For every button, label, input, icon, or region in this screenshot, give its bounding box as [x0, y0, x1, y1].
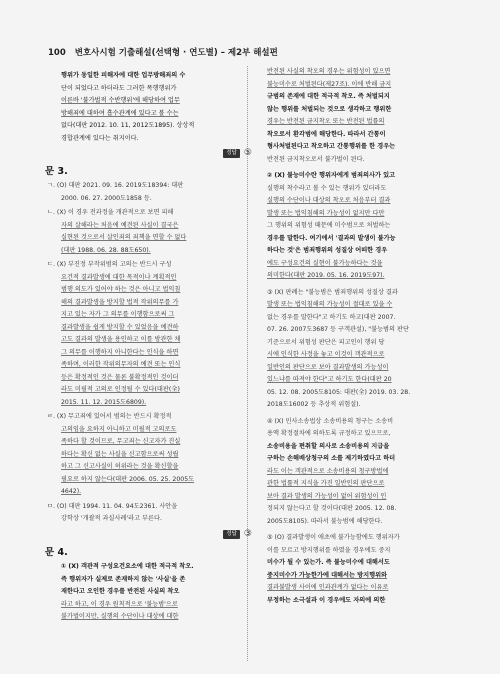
intro-paragraph: [47, 70, 252, 145]
text-line: 고의임을 요하지 아니하고 미필적 고의로도: [61, 425, 177, 433]
text-line: 관한 법률적 지식을 가진 일반인의 판단으로: [267, 480, 385, 487]
text-line: 일반인의 판단으로 보아 결과발생의 가능성이: [267, 363, 389, 371]
text-line: ③ (X) 판례는 "불능범은 범죄행위의 성질상 결과: [267, 288, 398, 296]
text-line: 자의 살해라는 처음에 예견된 사실이 결국은: [61, 221, 179, 229]
text-line: 경우를 말한다. 여기에서 '결과의 발생이 불가능: [267, 234, 396, 242]
text-line: 용액 확정절차에 의하도록 규정하고 있으므로,: [267, 430, 391, 437]
text-line: 강학상 '개괄적 과실사례'라고 부른다.: [61, 515, 162, 523]
text-line: 않는 행위를 처벌되는 것으로 생각하고 행위한: [267, 105, 392, 113]
question-3-option: [47, 259, 252, 409]
answer-tag: 정답: [223, 149, 240, 158]
text-line: 그 의무를 이행하지 아니한다는 인식을 하면: [61, 348, 179, 356]
answer-badge: [47, 147, 252, 160]
question-4-item-1: [47, 561, 252, 624]
text-line: 하다는 확신 없는 사실을 신고함으로써 성립: [61, 450, 179, 458]
text-line: 라고 하고, 이 경우 원칙적으로 '불능범'으로: [61, 600, 178, 608]
text-line: 범행 의도가 있어야 하는 것은 아니고 법익침: [61, 286, 181, 294]
text-line: 실행의 착수라고 볼 수 있는 행위가 있더라도: [267, 184, 387, 192]
text-line: 에도 구성요건의 실현이 불가능하다는 것을: [267, 259, 383, 267]
running-title: 변호사시험 기출해설(선택형 · 연도별) – 제2부 해설편: [74, 48, 278, 58]
text-line: (대판 1988. 06. 28. 88도650).: [61, 246, 151, 254]
text-line: 재한다고 오인한 경우를 반전된 사실의 착오: [61, 588, 180, 595]
page-header: [48, 46, 470, 60]
text-line: 기준으로서 위험성 판단은 피고인이 행위 당: [267, 338, 385, 346]
text-line: ④ (X) 민사소송법상 소송비용의 청구는 소송비: [267, 417, 394, 425]
text-line: 미수가 될 수 있는가. 즉 불능미수에 대해서도: [267, 559, 390, 566]
text-line: 결과발생을 쉽게 방지할 수 있었음을 예견하: [61, 323, 179, 331]
text-line: 소송비용을 편취할 의사로 소송비용의 지급을: [267, 442, 390, 450]
text-line: 즉 행위자가 실제로 존재하지 않는 '사실'을 존: [61, 575, 186, 583]
text-line: 07. 26. 2007도3687 등 구객관설), "불능범의 판단: [267, 326, 409, 333]
text-line: 2015. 11. 12. 2015도6809).: [61, 398, 147, 406]
answer-item-4: [253, 416, 461, 529]
answer-item-3: [253, 287, 461, 412]
text-line: 이른바 '불가벌적 수반행위'에 해당하여 업무: [61, 97, 180, 104]
answer-tag: 정답: [223, 530, 240, 539]
answer-value: ③: [243, 528, 252, 539]
question-3-title: 문 3.: [45, 165, 68, 177]
text-line: ㄴ. (X) 이 경우 전과정을 개관적으로 보면 피해: [47, 209, 174, 217]
text-line: 부정하는 소극설과 이 경우에도 자의에 의한: [267, 596, 386, 604]
text-line: 구하는 손해배상청구의 소를 제기하였다고 하더: [267, 455, 396, 462]
question-3-items: [47, 180, 252, 526]
text-line: 등은 확정적인 것은 물론 불확정적인 것이더: [61, 373, 179, 381]
text-line: 족하다 할 것이므로, 무고죄는 신고자가 진실: [61, 438, 181, 446]
question-3-option: [47, 180, 252, 205]
text-line: 경합관계에 있다는 취지이다.: [61, 134, 139, 142]
answer-value: ⑤: [243, 148, 252, 158]
text-line: 고도 결과의 발생을 용인하고 이를 방관한 채: [61, 336, 181, 344]
text-line: 실행의 수단이나 대상의 착오로 처음부터 결과: [267, 197, 391, 204]
text-line: 필요로 하지 않는다(대판 2006. 05. 25. 2005도: [61, 475, 195, 483]
text-line: 반전된 금지착오로서 불가벌이 된다.: [267, 155, 365, 163]
text-line: 경우는 반전된 금지착오 또는 반전된 법률의: [267, 118, 385, 125]
text-line: ㅁ. (O) 대판 1994. 11. 04. 94도2361. 사안을: [47, 502, 178, 510]
page-number: 100: [48, 48, 66, 58]
text-line: ㄷ. (X) 부진정 부작위범의 고의는 반드시 구성: [47, 261, 172, 269]
text-line: 라도 미필적 고의로 인정될 수 있다(대판(全): [61, 386, 180, 394]
text-line: 불가벌이지만, 실행의 수단이나 대상에 대한: [61, 613, 179, 620]
question-3-option: [47, 207, 252, 257]
text-line: 형사처벌된다고 착오하고 간통행위를 한 경우는: [267, 143, 396, 150]
text-line: 발생 또는 법익침해의 가능성이 절대로 있을 수: [267, 301, 393, 308]
text-line: 정되지 않는다고 할 것이다(대판 2005. 12. 08.: [267, 505, 397, 512]
text-line: ⑤ (O) 결과발생이 애초에 불가능함에도 행위자가: [267, 534, 400, 541]
text-line: 요건적 결과발생에 대한 목적이나 계획적인: [61, 273, 177, 281]
text-line: 착오로서 환각범에 해당한다. 따라서 간통이: [267, 130, 386, 138]
text-line: 중지미수가 가능한가에 대해서는 방지행위와: [267, 571, 388, 579]
continued-paragraph: [253, 66, 461, 166]
text-line: 방해죄에 대하여 흡수관계에 있다고 볼 수는: [61, 109, 179, 117]
text-line: 2005도8105). 따라서 불능범에 해당한다.: [267, 517, 383, 525]
text-line: 라도 이는 객관적으로 소송비용의 청구방법에: [267, 467, 389, 475]
text-line: ㄹ. (X) 무고죄에 있어서 범의는 반드시 확정적: [47, 413, 172, 421]
answer-item-2: [253, 170, 461, 283]
text-line: 시에 인식한 사정을 놓고 이것이 객관적으로: [267, 351, 385, 358]
question-4-title: 문 4.: [45, 546, 68, 558]
text-line: 있느냐를 따져야 한다"고 하기도 한다(대판 20: [267, 376, 392, 383]
text-line: 없는 경우를 말한다"고 하기도 하고(대판 2007.: [267, 313, 396, 321]
text-line: 2000. 06. 27. 2000도1858 등.: [61, 194, 152, 202]
text-line: ② (X) 불능미수란 행위자에게 범죄의사가 있고: [267, 172, 396, 179]
text-line: 2018도16002 등 추상적 위험설).: [267, 401, 361, 408]
text-line: 불능미수로 처벌된다(제27조). 이에 반해 금지: [267, 80, 392, 88]
text-line: 지고 있는 자가 그 의무를 이행함으로써 그: [61, 311, 175, 319]
text-line: 규범의 존재에 대한 적극적 착오. 즉 처벌되지: [267, 93, 390, 100]
text-line: 행위가 동일한 피해자에 대한 업무방해죄의 수: [61, 72, 186, 79]
question-3-option: [47, 411, 252, 499]
text-line: 하고 그 신고사실이 허위라는 것을 확신할을: [61, 463, 179, 471]
text-line: 보아 결과 발생의 가능성이 없어 위험성이 인: [267, 492, 387, 500]
text-line: 해의 결과발생을 방지할 법적 작위의무를 가: [61, 298, 179, 306]
text-line: 없다(대판 2012. 10. 11, 2012도1895). 상상적: [61, 122, 195, 129]
answer-item-5: [253, 532, 461, 607]
text-line: 하다는 것'은 범죄행위의 성질상 어떠한 경우: [267, 247, 388, 254]
left-column: [47, 70, 252, 624]
right-column: [253, 66, 461, 607]
text-line: ① (X) 객관적 구성요건요소에 대한 적극적 착오.: [61, 563, 194, 570]
text-line: ㄱ. (O) 대판 2021. 09. 16. 2019도18394: 대판: [47, 182, 184, 190]
text-line: 실현된 것으로서 살인죄의 죄책을 면할 수 없다: [61, 234, 187, 242]
text-line: 그 행위의 위험성 때문에 미수범으로 처벌하는: [267, 222, 391, 229]
text-line: 결과불발생 사이에 인과관계가 없다는 이유로: [267, 584, 389, 591]
text-line: 05. 12. 08. 2005도8105: 대판(全) 2019. 03. 28.: [267, 388, 411, 396]
question-3-option: [47, 501, 252, 526]
text-line: 반전된 사실의 착오의 경우는 위험성이 있으면: [267, 68, 391, 75]
text-line: 족하며, 이러한 작위의무자의 예견 또는 인식: [61, 361, 181, 369]
text-line: 4642).: [61, 488, 82, 496]
answer-badge: [47, 528, 252, 541]
text-line: 이를 모르고 방지행위를 하였을 경우에도 중지: [267, 546, 391, 554]
text-line: 의미한다(대판 2019. 05. 16. 2019도97).: [267, 272, 385, 279]
text-line: 발생 또는 법익침해의 가능성이 없지만 다만: [267, 209, 385, 217]
text-line: 단이 되었다고 하더라도 그러한 폭행행위가: [61, 84, 177, 92]
